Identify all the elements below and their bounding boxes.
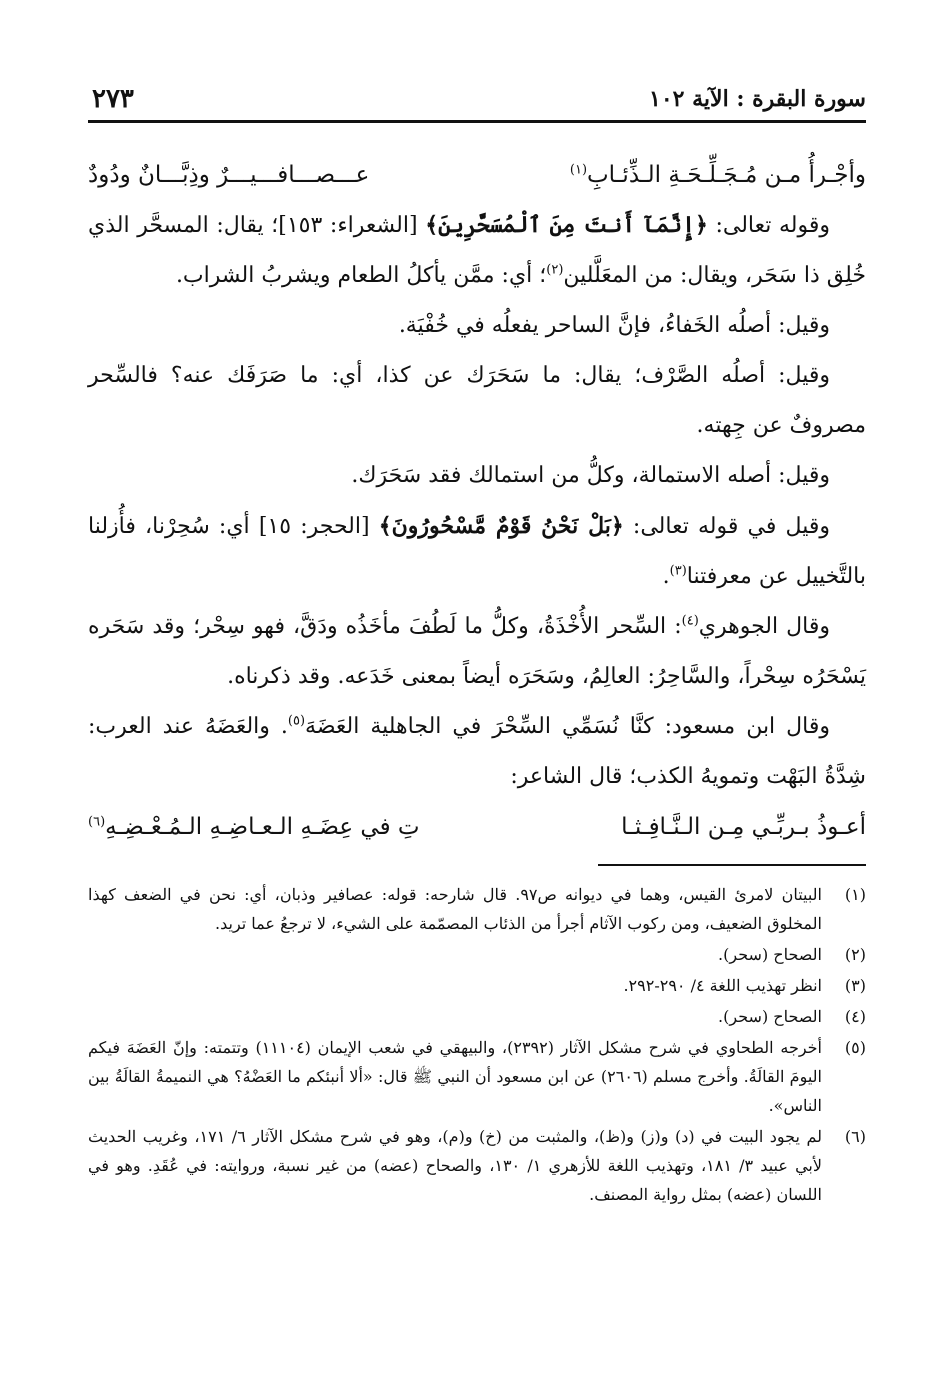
paragraph: وقيل: أصلُه الخَفاءُ، فإنَّ الساحر يفعلُه في خُفْيَة. xyxy=(398,313,830,338)
footnote-number: (١) xyxy=(844,885,866,904)
paragraph: وقيل في قوله تعالى: ﴿بَلْ نَحْنُ قَوْمٌ مَّسْحُورُونَ﴾ [الحجر: ١٥] أي: سُحِرْنا، فأُزلنا بالتَّخييل عن معرفتنا$^{(٣)}$. xyxy=(88,513,866,589)
main-text xyxy=(88,150,866,852)
footnote-text: البيتان لامرئ القيس، وهما في ديوانه ص٩٧. قال شارحه: قوله: عصافير وذبان، أي: نحن في الضعف كهذا المخلوق الضعيف، ومن ركوب الآثام أجرأ من الذئاب المصمّمة على الشيء، لا ترجعُ عما تريد. xyxy=(88,885,823,933)
footnote-ref: (١) xyxy=(569,162,588,178)
footnote xyxy=(88,1122,866,1209)
footnote-text: الصحاح (سحر). xyxy=(718,945,822,964)
paragraph: وقيل: أصلُه الصَّرْف؛ يقال: ما سَحَرَك عن كذا، أي: ما صَرَفَك عنه؟ فالسِّحر مصروفٌ عن جِهته. xyxy=(88,363,866,438)
poem-verse xyxy=(88,802,866,852)
footnote-divider xyxy=(598,864,866,866)
footnote-number: (٥) xyxy=(844,1038,866,1057)
paragraph: وقال الجوهري$^{(٤)}$: السِّحر الأُخْذَةُ، وكلُّ ما لَطُفَ مأخَذُه ودَقَّ، فهو سِحْر؛ وقد سَحَره يَسْحَرُه سِحْراً، والسَّاحِرُ: العالِمُ، وسَحَرَه أيضاً بمعنى خَدَعه. وقد ذكرناه. xyxy=(88,613,866,689)
footnote xyxy=(88,1033,866,1120)
footnote-ref: (٣) xyxy=(669,563,687,579)
footnote xyxy=(88,971,866,1000)
footnote-ref: (٦) xyxy=(88,814,106,830)
page-header xyxy=(88,84,866,123)
paragraph: وقوله تعالى: ﴿إِنَّمَآ أَنتَ مِنَ ٱلْمُسَحَّرِينَ﴾ [الشعراء: ١٥٣]؛ يقال: المسحَّر الذي خُلِق ذا سَحَر، ويقال: من المعَلَّلين$^{(٢)}$؛ أي: ممَّن يأكلُ الطعام ويشربُ الشراب. xyxy=(88,212,866,288)
footnote-text: انظر تهذيب اللغة ٤/ ٢٩٠-٢٩٢. xyxy=(623,976,822,995)
footnote xyxy=(88,1002,866,1031)
quran-quote: ﴿إِنَّمَآ أَنتَ مِنَ ٱلْمُسَحَّرِينَ﴾ xyxy=(425,212,708,238)
verse-hemistich-first: أعـوذُ بـربِّـي مِـن الـنَّـافِـثـا xyxy=(621,814,866,840)
quran-quote: ﴿بَلْ نَحْنُ قَوْمٌ مَّسْحُورُونَ﴾ xyxy=(378,513,624,539)
paragraph: وقال ابن مسعود: كنَّا نُسَمِّي السِّحْرَ في الجاهلية العَضَهَ$^{(٥)}$. والعَضَهُ عند العرب: شِدَّةُ البَهْت وتمويهُ الكذب؛ قال الشاعر: xyxy=(88,713,866,789)
running-title: سورة البقرة : الآية ١٠٢ xyxy=(649,86,866,112)
footnote-ref: (٤) xyxy=(681,613,699,629)
footnote xyxy=(88,940,866,969)
poem-verse xyxy=(88,150,866,200)
footnotes xyxy=(88,880,866,1211)
footnote-text: الصحاح (سحر). xyxy=(718,1007,822,1026)
footnote-ref: (٥) xyxy=(287,713,306,729)
footnote-text: لم يجود البيت في (د) و(ز) و(ظ)، والمثبت من (خ) و(م)، وهو في شرح مشكل الآثار ٦/ ١٧١، وغريب الحديث لأبي عبيد ٣/ ١٨١، وتهذيب اللغة للأزهري ١/ ١٣٠، والصحاح (عضه) من غير نسبة، وروايته: في عُقَدِ. وهو في اللسان (عضه) بمثل رواية المصنف. xyxy=(88,1127,822,1204)
verse-hemistich-second: عـــصـــافـــيـــرٌ وذِبَّـــانٌ ودُودٌ xyxy=(88,162,370,188)
footnote-number: (٦) xyxy=(844,1127,866,1146)
paragraph: وقيل: أصله الاستمالة، وكلُّ من استمالك فقد سَحَرَك. xyxy=(351,463,830,488)
footnote-number: (٤) xyxy=(844,1007,866,1026)
verse-hemistich-first: وأجْـرأُ مـن مُـجَـلِّـحَـةِ الـذِّئـابِ$^{(١)}$ xyxy=(569,162,866,188)
footnote-ref: (٢) xyxy=(546,262,564,278)
footnote xyxy=(88,880,866,938)
footnote-text: أخرجه الطحاوي في شرح مشكل الآثار (٢٣٩٢)، والبيهقي في شعب الإيمان (١١١٠٤) وتتمته: وإنّ العَضَهَ فيكم اليومَ القالَةُ. وأخرج مسلم (٢٦٠٦) عن ابن مسعود أن النبي ﷺ قال: «ألا أنبئكم ما العَضْهُ؟ هي النميمةُ القالَةُ بين الناس». xyxy=(88,1038,823,1115)
footnote-number: (٣) xyxy=(844,976,866,995)
footnote-number: (٢) xyxy=(844,945,866,964)
page-number: ٢٧٣ xyxy=(92,84,134,114)
verse-hemistich-second: تِ في عِضَـهِ الـعـاضِـهِ الـمُـعْـضِـهِ$^{(٦)}$ xyxy=(88,814,420,840)
